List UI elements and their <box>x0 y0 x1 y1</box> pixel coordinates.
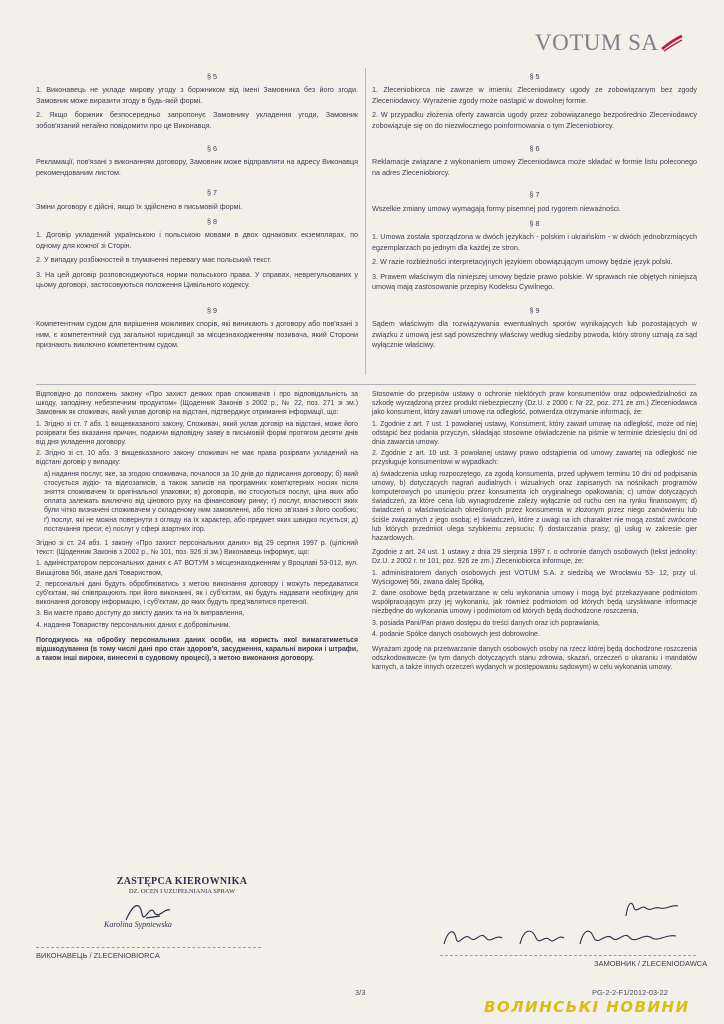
consumer-info-uk <box>36 390 358 665</box>
section-9-pl <box>372 306 697 355</box>
paragraph: 4. надання Товариству персональних даних є добровільним. <box>36 621 231 629</box>
consumer-info-pl <box>372 390 697 675</box>
consent-paragraph: Погоджуюсь на обробку персональних даних особи, на користь якої вимагатиметься відшкодування (в тому числі дані про стан здоров'я, засудження, каральні вироки і штрафи, а також інші вироки, винесені в судовому процесі), з метою виконання договору. <box>36 636 358 663</box>
client-label: ЗАМОВНИК / ZLECENIODAWCA <box>594 959 708 968</box>
paragraph: 3. posiada Pani/Pan prawo dostępu do treści danych oraz ich poprawiania, <box>372 619 600 627</box>
initials-signature-icon <box>620 896 700 922</box>
paragraph: Stosownie do przepisów ustawy o ochronie niektórych praw konsumentów oraz odpowiedzialności za szkodę wyrządzoną przez produkt niebezpieczny (Dz.U. z 2000 r. Nr 22, poz. 271 ze zm.) Zleceniodawca jako konsument, który zawarł umowę na odległość, potwierdza otrzymanie informacji, że: <box>372 391 697 417</box>
paragraph: Zgodnie z art. 24 ust. 1 ustawy z dnia 29 sierpnia 1997 r. o ochronie danych osobowych (tekst jednolity: Dz.U. z 2002 r. nr 101, poz. 926 ze zm.) Zleceniobiorca informuje, że: <box>372 549 697 566</box>
section-number: § 5 <box>207 72 217 81</box>
paragraph: 1. Zleceniobiorca nie zawrze w imieniu Zleceniodawcy ugody ze zobowiązanym bez zgody Zleceniodawcy. Wyrażenie zgody może nastąpić w dowolnej formie. <box>372 85 697 105</box>
paragraph: Зміни договору є дійсні, якщо їх здійснено в письмовій формі. <box>36 202 243 212</box>
paragraph: 1. administratorem danych osobowych jest VOTUM S.A. z siedzibą we Wrocławiu 53- 12, przy ul. Wyścigowej 56i, zwana dalej Spółką, <box>372 569 697 586</box>
paragraph: 1. Згідно зі ст. 7 абз. 1 вищевказаного закону, Споживач, який уклав договір на відстані, може його розірвати без вказання причин, подаючи відповідну заяву в письмовій формі протягом десяти днів від дня укладення договору. <box>36 420 358 447</box>
section-5-pl <box>372 72 697 135</box>
paragraph: Відповідно до положень закону «Про захист деяких прав споживачів і про відповідальність за шкоду, заподіяну небезпечним продуктом» (Щоденник Законів з 2002 р., № 22, поз. 271 зі зм.) Замовник як споживач, який уклав договір на відстані, підтверджує отримання інформації, що: <box>36 391 358 417</box>
section-number: § 6 <box>207 144 217 153</box>
stamp-department: DZ. OCEN I UZUPEŁNIANIA SPRAW <box>128 888 236 895</box>
section-8-pl <box>372 219 697 296</box>
paragraph: Wszelkie zmiany umowy wymagają formy pisemnej pod rygorem nieważności. <box>372 204 621 214</box>
section-number: § 9 <box>529 306 540 315</box>
paragraph: 3. Ви маєте право доступу до змісту даних та на їх виправлення, <box>36 610 244 618</box>
page-number: 3/3 <box>355 988 366 997</box>
votum-logo <box>535 30 683 56</box>
paragraph: 3. Prawem właściwym dla niniejszej umowy będzie prawo polskie. W sprawach nie objętych niniejszą umową mają zastosowanie przepisy Kodeksu Cywilnego. <box>372 271 697 292</box>
paragraph: a) świadczenia usług rozpoczętego, za zgodą konsumenta, przed upływem terminu 10 dni od podpisania umowy, b) dotyczących nagrań audialnych i wizualnych oraz zapisanych na nośnikach programów komputerowych po usunięciu przez konsumenta ich oryginalnego opakowania; c) umów dotyczących świadczeń, za które cena lub wynagrodzenie zależy wyłącznie od ruchu cen na rynku finansowym; d) świadczeń o właściwościach określonych przez konsumenta w złożonym przez niego zamówieniu lub ściśle związanych z jego osobą; e) świadczeń, które z uwagi na ich charakter nie mogą zostać zwrócone lub których przedmiot ulega szybkiemu zepsuciu; f) dostarczania prasy; g) usług w zakresie gier hazardowych. <box>372 470 697 543</box>
section-number: § 6 <box>529 144 540 153</box>
paragraph: 3. На цей договір розповсюджуються норми польського права. У справах, неврегульованих у цьому договорі, застосовуються положення Цивільного кодексу. <box>36 269 358 290</box>
section-divider <box>36 384 696 385</box>
paragraph: 2. персональні дані будуть оброблюватись з метою виконання договору і можуть передаватися суб'єктам, які співпрацюють при його виконанні, як і суб'єктам, які будуть надавати необхідну для виконання договору інформацію, і суб'єктам, до яких будуть пред'являтися претензії. <box>36 580 358 607</box>
section-number: § 7 <box>529 190 540 199</box>
paragraph: Згідно зі ст. 24 абз. 1 закону «Про захист персональних даних» від 29 серпня 1997 р. (цілісний текст: (Щоденник Законів з 2002 р., № 101, поз. 926 зі зм.) Виконавець інформує, що: <box>36 540 358 557</box>
paragraph: 2. Згідно зі ст. 10 абз. 3 вищевказаного закону споживач не має права розірвати укладений на відстані договір у випадку: <box>36 450 358 467</box>
paragraph: 2. dane osobowe będą przetwarzane w celu wykonania umowy i mogą być przekazywane podmiotom współpracującym przy jej wykonaniu, jak również podmiotom od których będą uzyskiwane informacje niezbędne do wykonania umowy i podmiotom od których będą dochodzone roszczenia, <box>372 590 697 616</box>
paragraph: 4. podanie Spółce danych osobowych jest dobrowolne. <box>372 630 540 638</box>
section-7-pl <box>372 190 697 219</box>
logo-swoosh-icon <box>661 34 683 52</box>
stamp-signatory-name: Karolina Sypniewska <box>104 920 172 929</box>
section-8-uk <box>36 217 358 294</box>
paragraph: 2. У випадку розбіжностей в тлумаченні перевагу має польський текст. <box>36 255 272 265</box>
paragraph: 2. W razie rozbieżności interpretacyjnych językiem obowiązującym umowy będzie język polski. <box>372 257 673 267</box>
consent-paragraph: Wyrażam zgodę na przetwarzanie danych osobowych osoby na rzecz której będą dochodzone roszczenia odszkodowawcze (w tym danych dotyczących stanu zdrowia, skazań, orzeczeń o ukaraniu i mandatów karnych, a także innych orzeczeń wydanych w postępowaniu sądowym) w celu wykonania umowy. <box>372 646 697 672</box>
paragraph: Sądem właściwym dla rozwiązywania ewentualnych sporów wynikających lub pozostających w związku z umową jest sąd powszechny właściwy według siedziby powoda, który strony uznają za sąd wyłącznie właściwy. <box>372 319 697 350</box>
paragraph: Компетентним судом для вирішення можливих спорів, які виникають з договору або пов'язані з ним, є компетентний суд загальної юрисдикції за місцезнаходженням позивача, який Сторони признають виключно компетентним судом. <box>36 319 358 350</box>
paragraph: 1. Договір укладений українською і польською мовами в двох однакових екземплярах, по одному для кожної зі Сторін. <box>36 230 358 250</box>
section-number: § 7 <box>207 188 217 197</box>
official-stamp <box>92 876 272 895</box>
section-6-pl <box>372 144 697 182</box>
paragraph: а) надання послуг, яке, за згодою споживача, почалося за 10 днів до підписання договору; б) який стосується аудіо- та відеозаписів, а також записів на програмних комп'ютерних носіях після зняття споживачем їх оригінальної упаковки; в) договорів, які стосуються послуг, ціна яких або оплата залежать виключно від цінового руху на фінансовому ринку; г) послуг, властивості яких були чітко визначені споживачем у складеному ним замовленні, або тісно зв'язані з його особою; ґ) послуг, які не можна повернути з огляду на їх характер, або предмет яких швидко псується; д) постачання преси; е) послуг у сфері азартних ігор. <box>44 470 358 533</box>
paragraph: Рекламації, пов'язані з виконанням договору, Замовник може відправляти на адресу Виконавця рекомендованим листом. <box>36 157 358 177</box>
paragraph: 2. W przypadku złożenia oferty zawarcia ugody przez zobowiązanego bezpośrednio Zleceniodawcy zobowiązuje się on do niezwłocznego poinformowania o tym Zleceniobiorcy. <box>372 110 697 130</box>
section-6-uk <box>36 144 358 182</box>
column-divider <box>365 68 366 375</box>
stamp-title: ZASTĘPCA KIEROWNIKA <box>116 876 248 887</box>
news-watermark: ВОЛИНСЬКІ НОВИНИ <box>484 998 690 1016</box>
form-code: PG-2-2-F1/2012-03-22 <box>592 988 668 997</box>
section-number: § 5 <box>529 72 540 81</box>
executor-signature-line <box>36 947 261 948</box>
paragraph: 1. Zgodnie z art. 7 ust. 1 powołanej ustawy, Konsument, który zawarł umowę na odległość, może od niej odstąpić bez podania przyczyn, składając stosowne oświadczenie na piśmie w terminie dziesięciu dni od dnia zawarcia umowy. <box>372 420 697 447</box>
executor-label: ВИКОНАВЕЦЬ / ZLECENIOBIORCA <box>36 951 160 960</box>
section-number: § 8 <box>529 219 540 228</box>
client-signature-icon <box>440 920 700 954</box>
paragraph: Reklamacje związane z wykonaniem umowy Zleceniodawca może składać w formie listu poleconego na adres Zleceniobiorcy. <box>372 157 697 177</box>
client-signature-line <box>440 955 696 956</box>
section-number: § 9 <box>207 306 217 315</box>
section-9-uk <box>36 306 358 355</box>
section-5-uk <box>36 72 358 135</box>
paragraph: 1. адміністратором персональних даних є АТ ВОТУМ з місцезнаходженням у Вроцлаві 53-012, вул. Вишцігова 56і, зване далі Товариством, <box>36 560 358 577</box>
section-7-uk <box>36 188 358 217</box>
logo-text: VOTUM SA <box>535 30 659 55</box>
paragraph: 2. Якщо боржник безпосередньо запропонує Замовнику укладення угоди, Замовник зобов'язаний негайно повідомити про це Виконавця. <box>36 110 358 130</box>
paragraph: 2. Zgodnie z art. 10 ust. 3 powołanej ustawy prawo odstąpienia od umowy zawartej na odległość nie przysługuje konsumentowi w wypadkach: <box>372 450 697 467</box>
paragraph: 1. Виконавець не укладе мирову угоду з боржником від імені Замовника без його згоди. Замовник може виразити згоду в будь-якій формі. <box>36 85 358 105</box>
paragraph: 1. Umowa została sporządzona w dwóch językach - polskim i ukraińskim - w dwóch jednobrzmiących egzemplarzach po jednym dla każdej ze stron. <box>372 232 697 252</box>
section-number: § 8 <box>207 217 217 226</box>
